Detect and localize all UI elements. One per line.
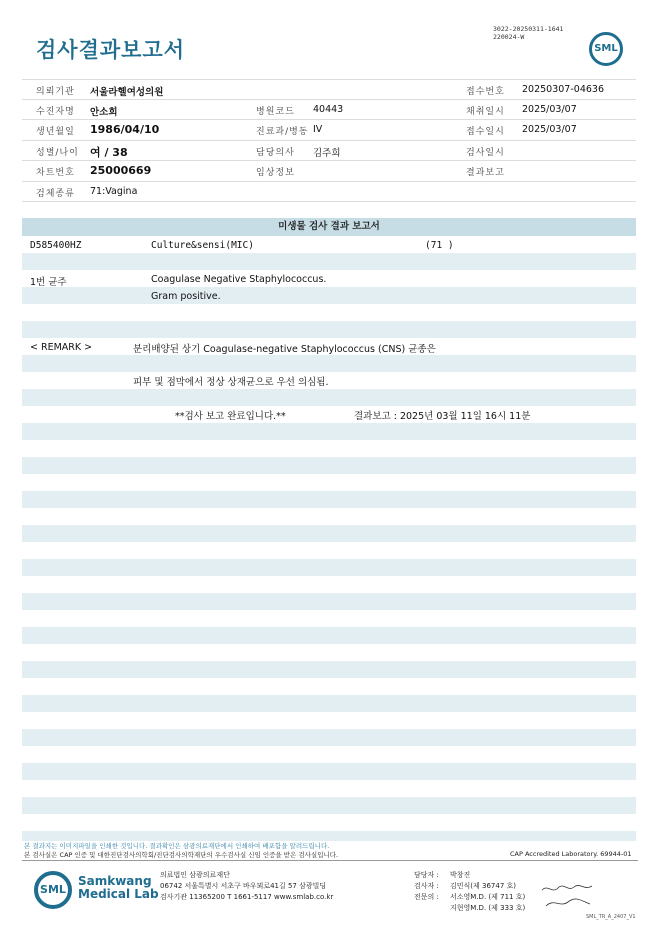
specialist-value: 서소영M.D. (제 711 호) <box>450 893 526 901</box>
stripe <box>22 695 636 712</box>
info-row <box>22 161 636 182</box>
receipt-date-value: 2025/03/07 <box>522 124 577 135</box>
stripe <box>22 253 636 270</box>
chart-no-value: 25000669 <box>90 164 152 177</box>
report-complete: **검사 보고 완료입니다.** <box>175 411 286 422</box>
patient-value: 안소희 <box>90 106 118 118</box>
stripe <box>22 457 636 474</box>
collection-date-label: 채취일시 <box>466 106 505 117</box>
lab-name-line: Samkwang <box>78 874 152 888</box>
stripe <box>22 831 636 841</box>
lab-address <box>160 870 333 903</box>
clinical-label: 임상정보 <box>256 168 295 178</box>
divider <box>22 860 638 861</box>
info-row <box>22 79 636 100</box>
hospital-code-label: 병원코드 <box>256 106 295 117</box>
institution-label: 의뢰기관 <box>36 87 75 97</box>
test-code: D585400HZ <box>30 240 82 251</box>
info-row <box>22 182 636 203</box>
stripe <box>22 287 636 304</box>
doctor-label: 담당의사 <box>256 147 295 158</box>
test-date-label: 검사일시 <box>466 147 505 158</box>
info-row <box>22 120 636 141</box>
dept-label: 진료과/병동 <box>256 127 309 137</box>
organism-label: 1번 균주 <box>30 277 67 288</box>
document-code-line: 220024-W <box>493 33 525 41</box>
specimen-value: 71:Vagina <box>90 185 138 197</box>
cap-accreditation: CAP Accredited Laboratory. 69944-01 <box>510 850 632 858</box>
collection-date-value: 2025/03/07 <box>522 103 577 115</box>
birth-value: 1986/04/10 <box>90 123 160 136</box>
lab-name <box>78 875 159 901</box>
sml-logo: SML <box>589 32 623 66</box>
receipt-no-label: 접수번호 <box>466 87 505 97</box>
stripe <box>22 389 636 406</box>
signature-image <box>540 882 596 910</box>
specialist-label: 전문의 : <box>414 893 439 901</box>
stripe <box>22 559 636 576</box>
doctor-value: 김주희 <box>313 147 341 159</box>
organism-name: Coagulase Negative Staphylococcus. <box>151 274 327 285</box>
stripe <box>22 763 636 780</box>
result-section-title: 미생물 검사 결과 보고서 <box>22 218 636 236</box>
stripe <box>22 627 636 644</box>
manager-value: 박창진 <box>450 871 471 879</box>
tester-label: 검사자 : <box>414 882 439 890</box>
address-line: 의료법인 삼광의료재단 <box>160 871 230 879</box>
sml-logo: SML <box>34 871 72 909</box>
footer-note: 본 검사실은 CAP 인증 및 대한진단검사의학회/진단검사의학재단의 우수검사실 신임 인증을 받은 검사실입니다. <box>24 851 339 859</box>
stripe <box>22 661 636 678</box>
address-line: 검사기관 11365200 T 1661-5117 www.smlab.co.kr <box>160 893 334 901</box>
stripe <box>22 525 636 542</box>
institution-value: 서울라헬여성의원 <box>90 87 164 98</box>
form-number: SML_TR_A_2407_V1 <box>586 914 636 920</box>
tester-value: 김민식(제 36747 호) <box>450 882 516 890</box>
footer-note: 본 결과지는 이미지파일을 인쇄한 것입니다. 결과확인은 삼광의료재단에서 인쇄하여 배포함을 알려드립니다. <box>24 842 330 850</box>
stripe <box>22 355 636 372</box>
hospital-code-value: 40443 <box>313 103 344 115</box>
page-title: 검사결과보고서 <box>36 38 186 62</box>
result-report-label: 결과보고 <box>466 168 505 178</box>
receipt-date-label: 접수일시 <box>466 127 505 137</box>
stripe <box>22 729 636 746</box>
gram-stain: Gram positive. <box>151 291 221 302</box>
sex-age-value: 여 / 38 <box>90 145 128 159</box>
stripe <box>22 321 636 338</box>
specialist-value: 지현영M.D. (제 333 호) <box>450 904 526 912</box>
patient-label: 수진자명 <box>36 106 75 117</box>
stripe <box>22 423 636 440</box>
remark-line: 피부 및 점막에서 정상 상재균으로 우선 의심됨. <box>133 377 329 388</box>
lab-name-line: Medical Lab <box>78 887 159 901</box>
birth-label: 생년월일 <box>36 127 75 137</box>
remark-label: < REMARK > <box>30 342 93 353</box>
patient-info-table <box>22 79 636 202</box>
report-time: 결과보고 : 2025년 03월 11일 16시 11분 <box>354 411 531 422</box>
manager-label: 담당자 : <box>414 871 439 879</box>
receipt-no-value: 20250307-04636 <box>522 84 605 95</box>
stripe <box>22 797 636 814</box>
document-code-line: 3022-20250311-1641 <box>493 25 564 33</box>
address-line: 06742 서울특별시 서초구 바우뫼로41길 57 삼광빌딩 <box>160 882 327 890</box>
signatories <box>414 870 525 914</box>
dept-value: IV <box>313 124 323 135</box>
stripe <box>22 593 636 610</box>
test-count: (71 ) <box>425 240 454 251</box>
stripe <box>22 491 636 508</box>
document-code <box>493 25 563 41</box>
remark-line: 분리배양된 상기 Coagulase-negative Staphylococcus (CNS) 균종은 <box>133 344 436 355</box>
info-row <box>22 100 636 121</box>
chart-no-label: 차트번호 <box>36 168 75 178</box>
specimen-label: 검체종류 <box>36 188 75 199</box>
sex-age-label: 성별/나이 <box>36 147 79 158</box>
info-row <box>22 141 636 162</box>
test-name: Culture&sensi(MIC) <box>151 240 254 251</box>
